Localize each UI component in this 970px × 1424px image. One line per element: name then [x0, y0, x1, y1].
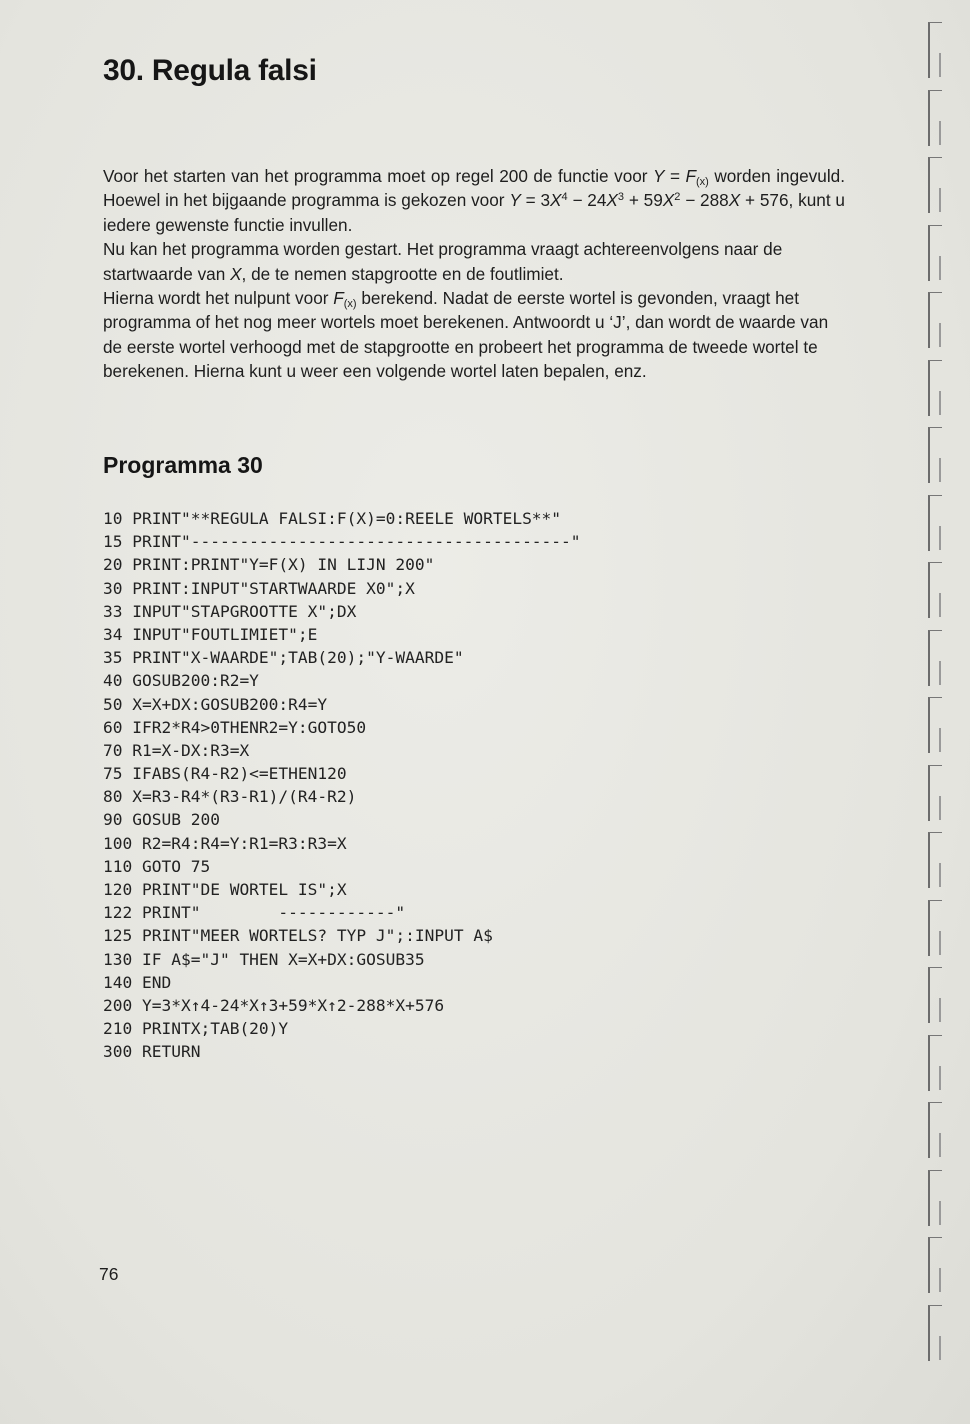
binding-ring-shadow — [939, 188, 941, 212]
program-line: 40 GOSUB200:R2=Y — [103, 671, 259, 691]
intro-p1-text-c: , kunt u iedere gewenste functie invullen. — [103, 190, 845, 235]
spiral-binding-ring-icon — [928, 1305, 942, 1361]
spiral-binding-ring-icon — [928, 1237, 942, 1293]
math-coef: + 576 — [740, 190, 789, 211]
spiral-binding-ring-icon — [928, 1035, 942, 1091]
program-line: 15 PRINT"---------------------------------------" — [103, 532, 581, 552]
spiral-binding-ring-icon — [928, 495, 942, 551]
binding-ring-shadow — [939, 53, 941, 77]
binding-ring-shadow — [939, 1201, 941, 1225]
binding-ring-shadow — [939, 458, 941, 482]
binding-ring-shadow — [939, 1336, 941, 1360]
math-subscript-x: (x) — [343, 298, 357, 311]
page-title: 30. Regula falsi — [103, 54, 317, 87]
program-line: 80 X=R3-R4*(R3-R1)/(R4-R2) — [103, 787, 357, 807]
program-line: 140 END — [103, 972, 172, 992]
program-line: 35 PRINT"X-WAARDE";TAB(20);"Y-WAARDE" — [103, 648, 464, 668]
binding-ring-shadow — [939, 998, 941, 1022]
spiral-binding-ring-icon — [928, 22, 942, 78]
spiral-binding-ring-icon — [928, 1102, 942, 1158]
math-exponent: 3 — [617, 191, 625, 204]
spiral-binding-ring-icon — [928, 292, 942, 348]
math-var-x: X — [728, 190, 741, 211]
program-line: 75 IFABS(R4-R2)<=ETHEN120 — [103, 764, 347, 784]
math-var-x: X — [550, 190, 562, 211]
page-number: 76 — [99, 1264, 119, 1284]
spiral-binding-ring-icon — [928, 832, 942, 888]
spiral-binding — [928, 14, 950, 1414]
program-line: 10 PRINT"**REGULA FALSI:F(X)=0:REELE WORTELS**" — [103, 509, 562, 528]
intro-paragraph-2 — [103, 237, 845, 286]
spiral-binding-ring-icon — [928, 900, 942, 956]
program-line: 50 X=X+DX:GOSUB200:R4=Y — [103, 694, 328, 714]
math-exponent: 2 — [674, 191, 681, 204]
program-line: 20 PRINT:PRINT"Y=F(X) IN LIJN 200" — [103, 555, 435, 575]
binding-ring-shadow — [939, 1066, 941, 1090]
math-exponent: 4 — [561, 191, 568, 204]
intro-p2-text-a: Nu kan het programma worden gestart. Het programma vraagt achtereenvolgens naar de startwaarde van — [103, 239, 783, 284]
program-line: 60 IFR2*R4>0THENR2=Y:GOTO50 — [103, 717, 367, 737]
math-eq-sign: = — [664, 166, 686, 186]
math-var-x: X — [606, 190, 618, 211]
spiral-binding-ring-icon — [928, 360, 942, 416]
intro-p3-text-b: berekend. Nadat de eerste wortel is gevonden, vraagt het programma of het nog meer wortels moet berekenen. Antwoordt u ‘J’, dan wordt de waarde van de eerste wortel verhoogd met de stapgrootte en probeert het programma de tweede wortel te berekenen. Hierna kunt u weer een volgende wortel laten bepalen, enz. — [103, 288, 829, 382]
binding-ring-shadow — [939, 931, 941, 955]
program-line: 110 GOTO 75 — [103, 856, 211, 876]
binding-ring-shadow — [939, 391, 941, 415]
program-line: 34 INPUT"FOUTLIMIET";E — [103, 624, 318, 644]
intro-p3-text-a: Hierna wordt het nulpunt voor — [103, 288, 334, 309]
binding-ring-shadow — [939, 661, 941, 685]
math-var-y: Y — [509, 190, 521, 211]
intro-paragraph-1 — [103, 164, 845, 237]
spiral-binding-ring-icon — [928, 562, 942, 618]
spiral-binding-ring-icon — [928, 630, 942, 686]
binding-ring-shadow — [939, 1133, 941, 1157]
math-coef: − 288 — [680, 190, 729, 211]
intro-text — [103, 164, 845, 384]
spiral-binding-ring-icon — [928, 427, 942, 483]
spiral-binding-ring-icon — [928, 765, 942, 821]
spiral-binding-ring-icon — [928, 225, 942, 281]
math-var-f: F — [333, 288, 344, 309]
spiral-binding-ring-icon — [928, 967, 942, 1023]
program-line: 70 R1=X-DX:R3=X — [103, 740, 250, 760]
intro-paragraph-3 — [103, 286, 845, 384]
program-line: 122 PRINT" ------------" — [103, 903, 406, 923]
binding-ring-shadow — [939, 796, 941, 820]
program-line: 120 PRINT"DE WORTEL IS";X — [103, 880, 347, 899]
math-subscript-x: (x) — [696, 176, 709, 188]
binding-ring-shadow — [939, 863, 941, 887]
program-line: 33 INPUT"STAPGROOTTE X";DX — [103, 601, 357, 621]
intro-p2-text-b: , de te nemen stapgrootte en de foutlimiet. — [241, 263, 564, 284]
section-heading: Programma 30 — [103, 452, 263, 478]
binding-ring-shadow — [939, 526, 941, 550]
program-line: 125 PRINT"MEER WORTELS? TYP J";:INPUT A$ — [103, 926, 493, 946]
binding-ring-shadow — [939, 1268, 941, 1292]
program-line: 300 RETURN — [103, 1042, 201, 1062]
math-coef: = 3 — [520, 190, 551, 211]
binding-ring-shadow — [939, 256, 941, 280]
spiral-binding-ring-icon — [928, 90, 942, 146]
math-var-y: Y — [653, 166, 665, 186]
math-coef: − 24 — [567, 190, 607, 211]
spiral-binding-ring-icon — [928, 1170, 942, 1226]
binding-ring-shadow — [939, 121, 941, 145]
binding-ring-shadow — [939, 323, 941, 347]
program-line: 100 R2=R4:R4=Y:R1=R3:R3=X — [103, 833, 347, 853]
spiral-binding-ring-icon — [928, 157, 942, 213]
math-var-f: F — [685, 166, 697, 186]
math-coef: + 59 — [624, 190, 663, 211]
program-line: 210 PRINTX;TAB(20)Y — [103, 1019, 289, 1039]
math-var-x: X — [662, 190, 675, 211]
intro-p1-text-a: Voor het starten van het programma moet op regel 200 de functie voor — [103, 166, 654, 186]
program-listing — [103, 507, 581, 1064]
binding-ring-shadow — [939, 728, 941, 752]
program-line: 130 IF A$="J" THEN X=X+DX:GOSUB35 — [103, 949, 425, 969]
intro-p1-text-b: worden ingevuld. Hoewel in het bijgaande programma is gekozen voor — [103, 166, 845, 211]
program-line: 30 PRINT:INPUT"STARTWAARDE X0";X — [103, 578, 415, 598]
program-line: 90 GOSUB 200 — [103, 810, 220, 830]
program-line: 200 Y=3*X↑4-24*X↑3+59*X↑2-288*X+576 — [103, 995, 445, 1015]
math-var-x: X — [230, 263, 242, 284]
binding-ring-shadow — [939, 593, 941, 617]
spiral-binding-ring-icon — [928, 697, 942, 753]
